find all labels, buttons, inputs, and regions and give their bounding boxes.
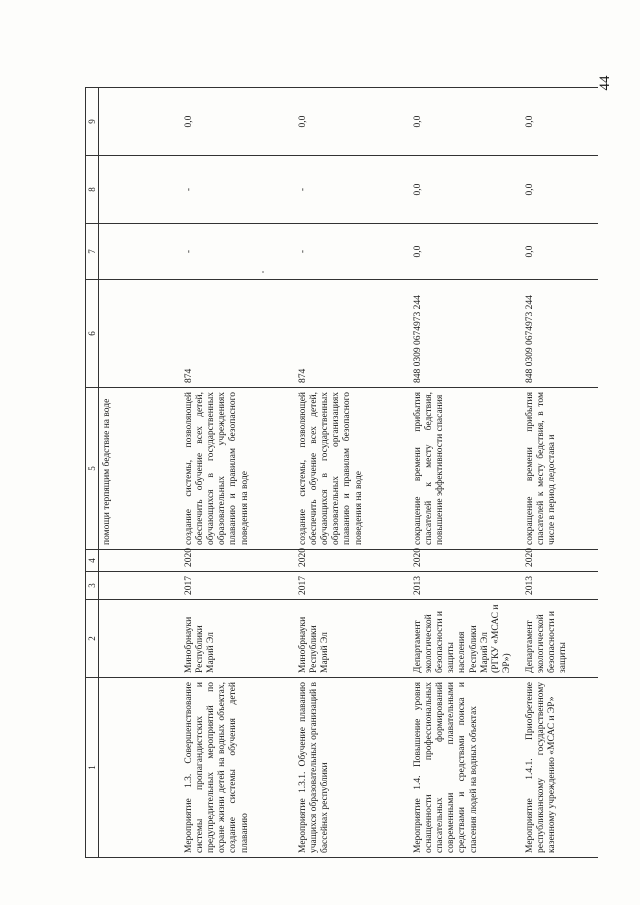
- activity-name: Мероприятие 1.4. Повышение уровня оснащенности профессиональных спасательных формирований современными плавательными средствами и средствами поиска и спасения людей на водных объектах: [410, 678, 522, 858]
- col-header: 6: [86, 280, 99, 388]
- value-7: 0,0: [522, 224, 598, 280]
- table-row: [410, 88, 522, 858]
- start-year: 2013: [410, 572, 522, 600]
- end-year: 2020: [181, 550, 295, 572]
- value-9: 0,0: [295, 88, 410, 156]
- col-header: 8: [86, 156, 99, 224]
- col-header: 7: [86, 224, 99, 280]
- budget-code: 874: [295, 280, 410, 388]
- start-year: 2013: [522, 572, 598, 600]
- table-row: [99, 88, 181, 858]
- value-7: -: [295, 224, 410, 280]
- value-9: 0,0: [522, 88, 598, 156]
- table-row: [522, 88, 598, 858]
- expected-result: помощи терпящим бедствие на воде: [99, 388, 181, 550]
- value-7: 0,0: [410, 224, 522, 280]
- value-7: [99, 224, 181, 280]
- value-8: -: [181, 156, 295, 224]
- value-8: 0,0: [522, 156, 598, 224]
- budget-code: 848 0309 0674973 244: [522, 280, 598, 388]
- activities-table: [85, 87, 598, 858]
- activity-name: Мероприятие 1.3.1. Обучение плаванию учащихся образовательных организаций в бассейнах республики: [295, 678, 410, 858]
- start-year: 2017: [295, 572, 410, 600]
- start-year: 2017: [181, 572, 295, 600]
- expected-result: сокращение времени прибытия спасателей к месту бедствия, в том числе в период ледостава и: [522, 388, 598, 550]
- expected-result: создание системы, позволяющей обеспечить обучение всех детей, обучающихся в государственных образовательных учреждениях плаванию и правилам безопасного поведения на воде: [181, 388, 295, 550]
- rotated-table-sheet: [85, 88, 615, 858]
- table-row: [295, 88, 410, 858]
- col-header: 9: [86, 88, 99, 156]
- end-year: 2020: [522, 550, 598, 572]
- col-header: 5: [86, 388, 99, 550]
- value-8: 0,0: [410, 156, 522, 224]
- executor: Минобрнауки Республики Марий Эл: [295, 600, 410, 678]
- budget-code: 874: [181, 280, 295, 388]
- value-8: -: [295, 156, 410, 224]
- start-year: [99, 572, 181, 600]
- activity-name: Мероприятие 1.3. Совершенствование системы пропагандистских и предупредительных мероприятий по охране жизни детей на водных объектах, создание системы обучения детей плаванию: [181, 678, 295, 858]
- page-number: 44: [597, 75, 613, 91]
- value-9: [99, 88, 181, 156]
- activity-name: [99, 678, 181, 858]
- end-year: 2020: [410, 550, 522, 572]
- end-year: 2020: [295, 550, 410, 572]
- executor: [99, 600, 181, 678]
- value-7: -: [181, 224, 295, 280]
- budget-code: 848 0309 0674973 244: [410, 280, 522, 388]
- table-row: [181, 88, 295, 858]
- executor: Департамент экологической безопасности и защиты: [522, 600, 598, 678]
- executor: Департамент экологической безопасности и защиты населения Республики Марий Эл (РГКУ «МСАС и ЭР»): [410, 600, 522, 678]
- activity-name: Мероприятие 1.4.1. Приобретение республиканскому государственному казенному учреждению «МСАС и ЭР»: [522, 678, 598, 858]
- value-9: 0,0: [410, 88, 522, 156]
- budget-code: [99, 280, 181, 388]
- col-header: 1: [86, 678, 99, 858]
- column-number-row: [86, 88, 99, 858]
- executor: Минобрнауки Республики Марий Эл: [181, 600, 295, 678]
- value-9: 0,0: [181, 88, 295, 156]
- end-year: [99, 550, 181, 572]
- expected-result: сокращение времени прибытия спасателей к месту бедствия, повышение эффективности спасания: [410, 388, 522, 550]
- col-header: 3: [86, 572, 99, 600]
- value-8: [99, 156, 181, 224]
- expected-result: создание системы, позволяющей обеспечить обучение всех детей, обучающихся в государственных образовательных организациях плаванию и правилам безопасного поведения на воде: [295, 388, 410, 550]
- col-header: 2: [86, 600, 99, 678]
- col-header: 4: [86, 550, 99, 572]
